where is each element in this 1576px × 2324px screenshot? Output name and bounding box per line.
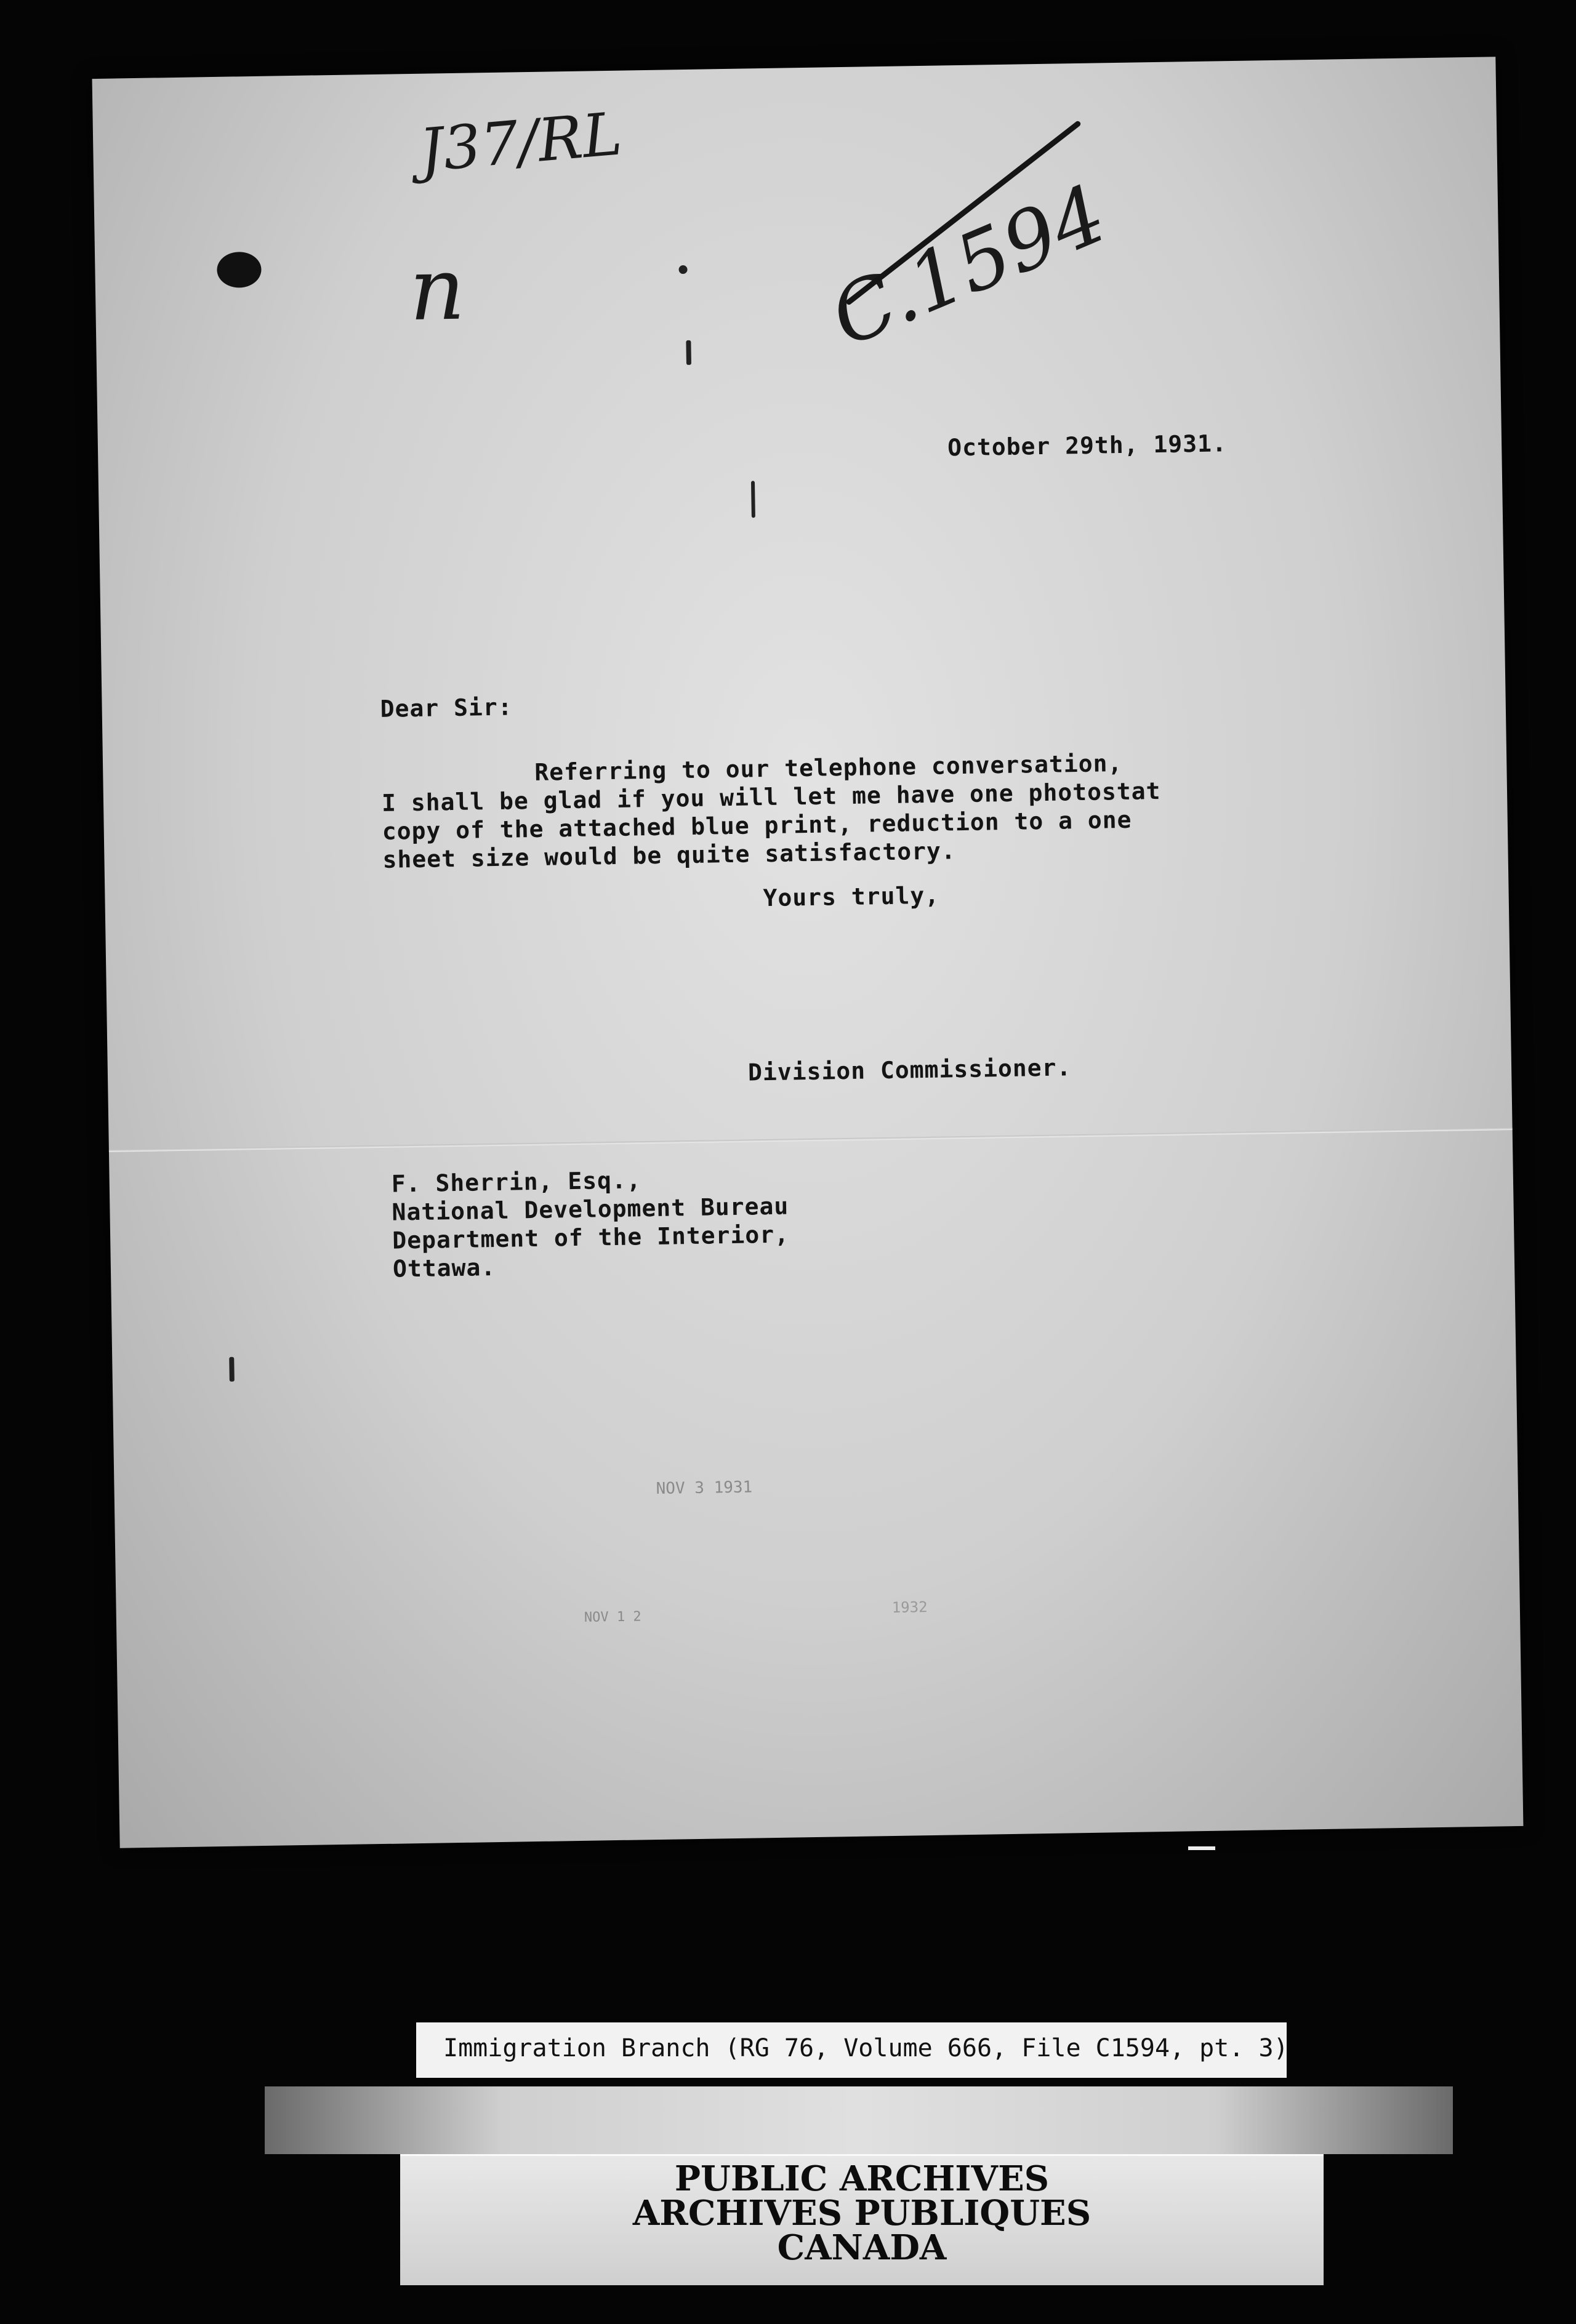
signature-title: Division Commissioner. xyxy=(747,1054,1072,1086)
body-line: I shall be glad if you will let me have one photostat xyxy=(381,777,1161,817)
body-line: Referring to our telephone conversation, xyxy=(534,749,1123,786)
ink-blot xyxy=(217,252,262,288)
handwritten-file-number: C.1594 xyxy=(818,166,1119,365)
salutation: Dear Sir: xyxy=(380,693,513,723)
ink-speck xyxy=(229,1357,235,1382)
addressee-line: National Development Bureau xyxy=(392,1192,789,1226)
body-line: copy of the attached blue print, reduction to a one xyxy=(382,806,1132,845)
letter-page xyxy=(92,57,1524,1848)
handwritten-mark: n xyxy=(408,239,466,341)
addressee-line: F. Sherrin, Esq., xyxy=(391,1166,642,1198)
received-stamp: 1932 xyxy=(891,1598,928,1616)
archive-label-line: ARCHIVES PUBLIQUES xyxy=(632,2193,1092,2234)
archive-label-backing xyxy=(265,2086,1453,2154)
archive-label-line: PUBLIC ARCHIVES xyxy=(674,2158,1050,2199)
film-mark xyxy=(1188,1846,1215,1850)
addressee-line: Ottawa. xyxy=(392,1254,496,1283)
letter-date: October 29th, 1931. xyxy=(947,430,1228,462)
ink-speck xyxy=(686,340,691,365)
handwritten-reference: J37/RL xyxy=(417,99,625,186)
archive-caption: Immigration Branch (RG 76, Volume 666, File C1594, pt. 3) xyxy=(443,2034,1289,2062)
ink-speck xyxy=(751,481,755,518)
closing: Yours truly, xyxy=(763,881,940,912)
received-stamp: NOV 1 2 xyxy=(584,1609,641,1625)
ink-speck xyxy=(678,265,687,274)
page-fold-line xyxy=(109,1128,1513,1152)
body-line: sheet size would be quite satisfactory. xyxy=(382,837,957,873)
received-stamp: NOV 3 1931 xyxy=(656,1478,753,1498)
addressee-line: Department of the Interior, xyxy=(392,1220,790,1254)
archive-label-line: CANADA xyxy=(777,2227,947,2268)
